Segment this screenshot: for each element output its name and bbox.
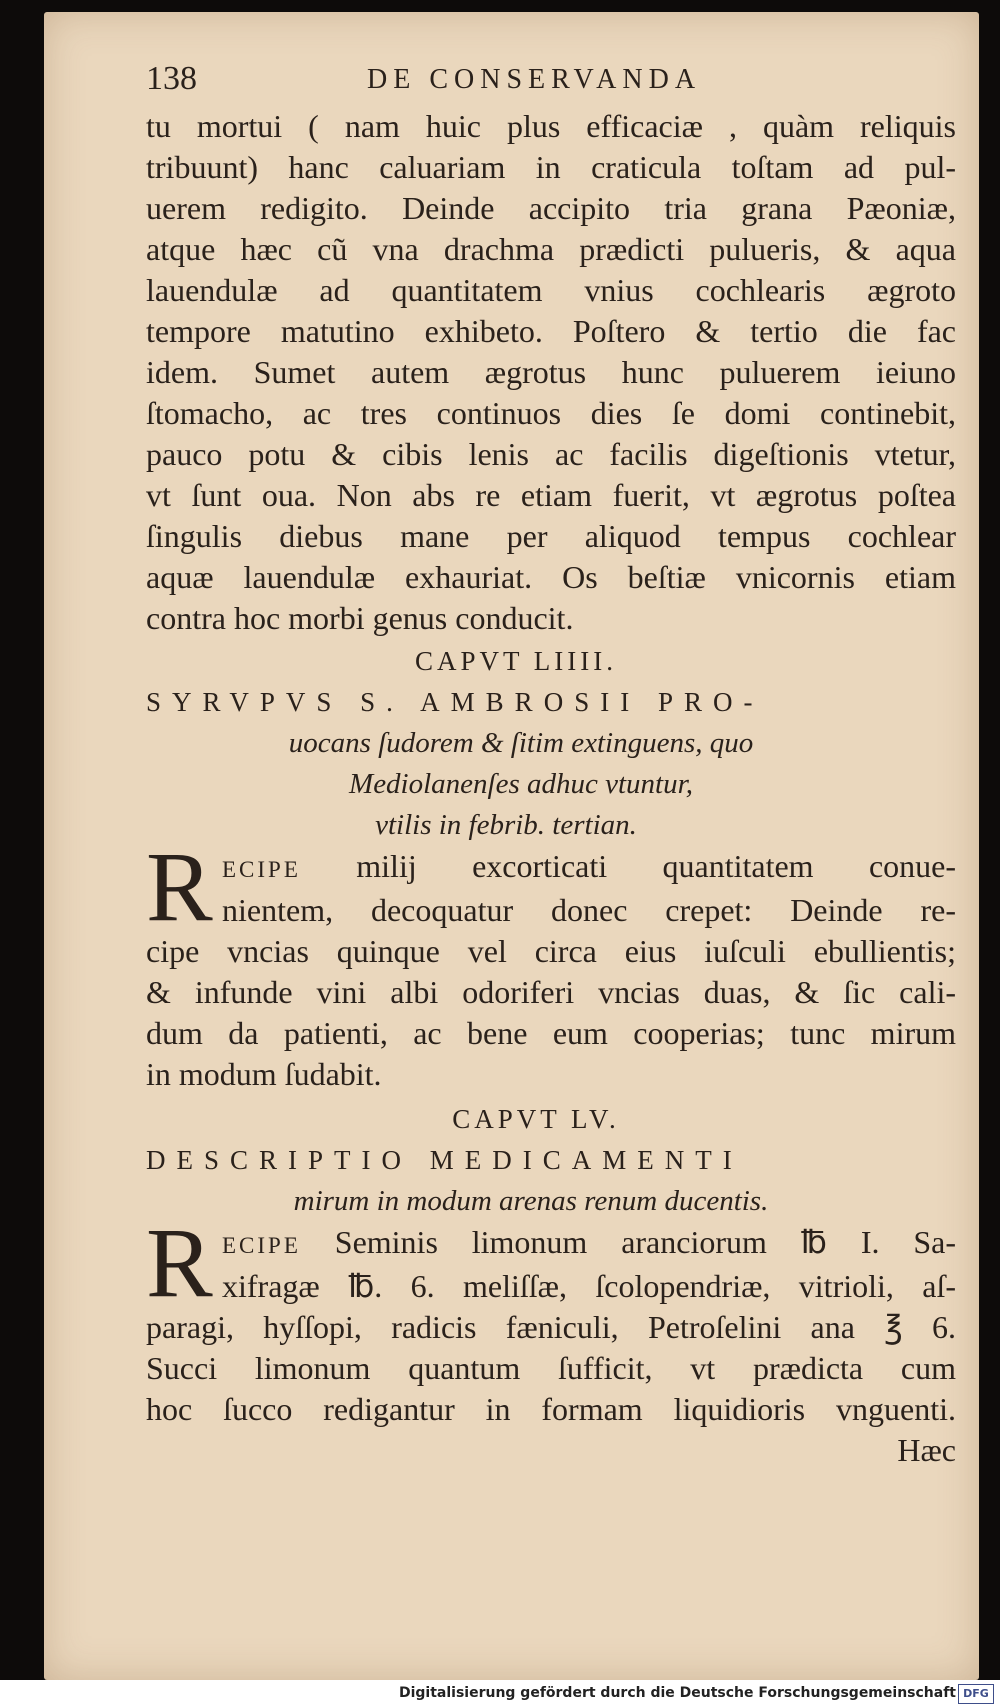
text-line: ſtomacho, ac tres continuos dies ſe domi continebit, bbox=[146, 395, 956, 431]
drop-capital: R bbox=[146, 1207, 213, 1318]
drop-capital: R bbox=[146, 831, 213, 942]
paragraph-continuation bbox=[146, 106, 956, 639]
page-number: 138 bbox=[146, 60, 197, 97]
chapter-number: CAPVT LIIII. bbox=[415, 646, 617, 676]
text-line: xifragæ ℔. 6. meliſſæ, ſcolopendriæ, vitrioli, aſ- bbox=[222, 1268, 956, 1304]
text-line: paragi, hyſſopi, radicis fæniculi, Petroſelini ana ℥ 6. bbox=[146, 1309, 956, 1345]
text-line: dum da patienti, ac bene eum cooperias; tunc mirum bbox=[146, 1015, 956, 1051]
text-line bbox=[146, 1222, 956, 1266]
text-line bbox=[146, 846, 956, 890]
text-line: tribuunt) hanc caluariam in craticula toſtam ad pul- bbox=[146, 149, 956, 185]
text-line: cipe vncias quinque vel circa eius iuſculi ebullientis; bbox=[146, 933, 956, 969]
text-line: Succi limonum quantum ſufficit, vt prædicta cum bbox=[146, 1350, 956, 1386]
text-line: ſingulis diebus mane per aliquod tempus cochlear bbox=[146, 518, 956, 554]
dfg-logo: DFG bbox=[958, 1684, 994, 1704]
lead-word: ECIPE bbox=[222, 1233, 301, 1258]
chapter-subheading: vtilis in febrib. tertian. bbox=[375, 809, 637, 841]
chapter-subheading: mirum in modum arenas renum ducentis. bbox=[293, 1185, 769, 1217]
chapter-55 bbox=[146, 1099, 956, 1471]
text-line: tempore matutino exhibeto. Poſtero & tertio die fac bbox=[146, 313, 956, 349]
running-title: DE CONSERVANDA bbox=[367, 64, 702, 95]
page-header bbox=[146, 60, 956, 106]
chapter-number: CAPVT LV. bbox=[452, 1104, 620, 1134]
lead-word: ECIPE bbox=[222, 857, 301, 882]
text-line: & infunde vini albi odoriferi vncias duas, & ſic cali- bbox=[146, 974, 956, 1010]
text-line-rest: Seminis limonum aranciorum ℔ I. Sa- bbox=[334, 1224, 957, 1260]
text-line: vt ſunt oua. Non abs re etiam fuerit, vt ægrotus poſtea bbox=[146, 477, 956, 513]
text-line: idem. Sumet autem ægrotus hunc puluerem ieiuno bbox=[146, 354, 956, 390]
chapter-heading: SYRVPVS S. AMBROSII PRO- bbox=[146, 687, 764, 717]
chapter-subheading: uocans ſudorem & ſitim extinguens, quo bbox=[288, 727, 754, 759]
catchword: Hæc bbox=[897, 1432, 956, 1468]
text-line: nientem, decoquatur donec crepet: Deinde re- bbox=[222, 892, 956, 928]
text-line: in modum ſudabit. bbox=[146, 1056, 382, 1092]
text-line: contra hoc morbi genus conducit. bbox=[146, 600, 574, 636]
funding-notice: Digitalisierung gefördert durch die Deutsche Forschungsgemeinschaft bbox=[398, 1685, 956, 1701]
digitization-footer bbox=[0, 1680, 1000, 1708]
text-line: pauco potu & cibis lenis ac facilis digeſtionis vtetur, bbox=[146, 436, 956, 472]
chapter-54 bbox=[146, 641, 956, 1095]
recipe-paragraph bbox=[146, 831, 956, 1095]
chapter-subheading: Mediolanenſes adhuc vtuntur, bbox=[349, 768, 693, 800]
text-line: aquæ lauendulæ exhauriat. Os beſtiæ vnicornis etiam bbox=[146, 559, 956, 595]
text-line: hoc ſucco redigantur in formam liquidioris vnguenti. bbox=[146, 1391, 956, 1427]
text-line: atque hæc cũ vna drachma prædicti pulueris, & aqua bbox=[146, 231, 956, 267]
page-text bbox=[146, 60, 956, 1471]
text-line: lauendulæ ad quantitatem vnius cochlearis ægroto bbox=[146, 272, 956, 308]
text-line: uerem redigito. Deinde accipito tria grana Pæoniæ, bbox=[146, 190, 956, 226]
text-line: tu mortui ( nam huic plus efficaciæ , quàm reliquis bbox=[146, 108, 956, 144]
recipe-paragraph bbox=[146, 1207, 957, 1430]
chapter-heading: DESCRIPTIO MEDICAMENTI bbox=[146, 1145, 743, 1175]
text-line-rest: milij excorticati quantitatem conue- bbox=[356, 848, 956, 884]
